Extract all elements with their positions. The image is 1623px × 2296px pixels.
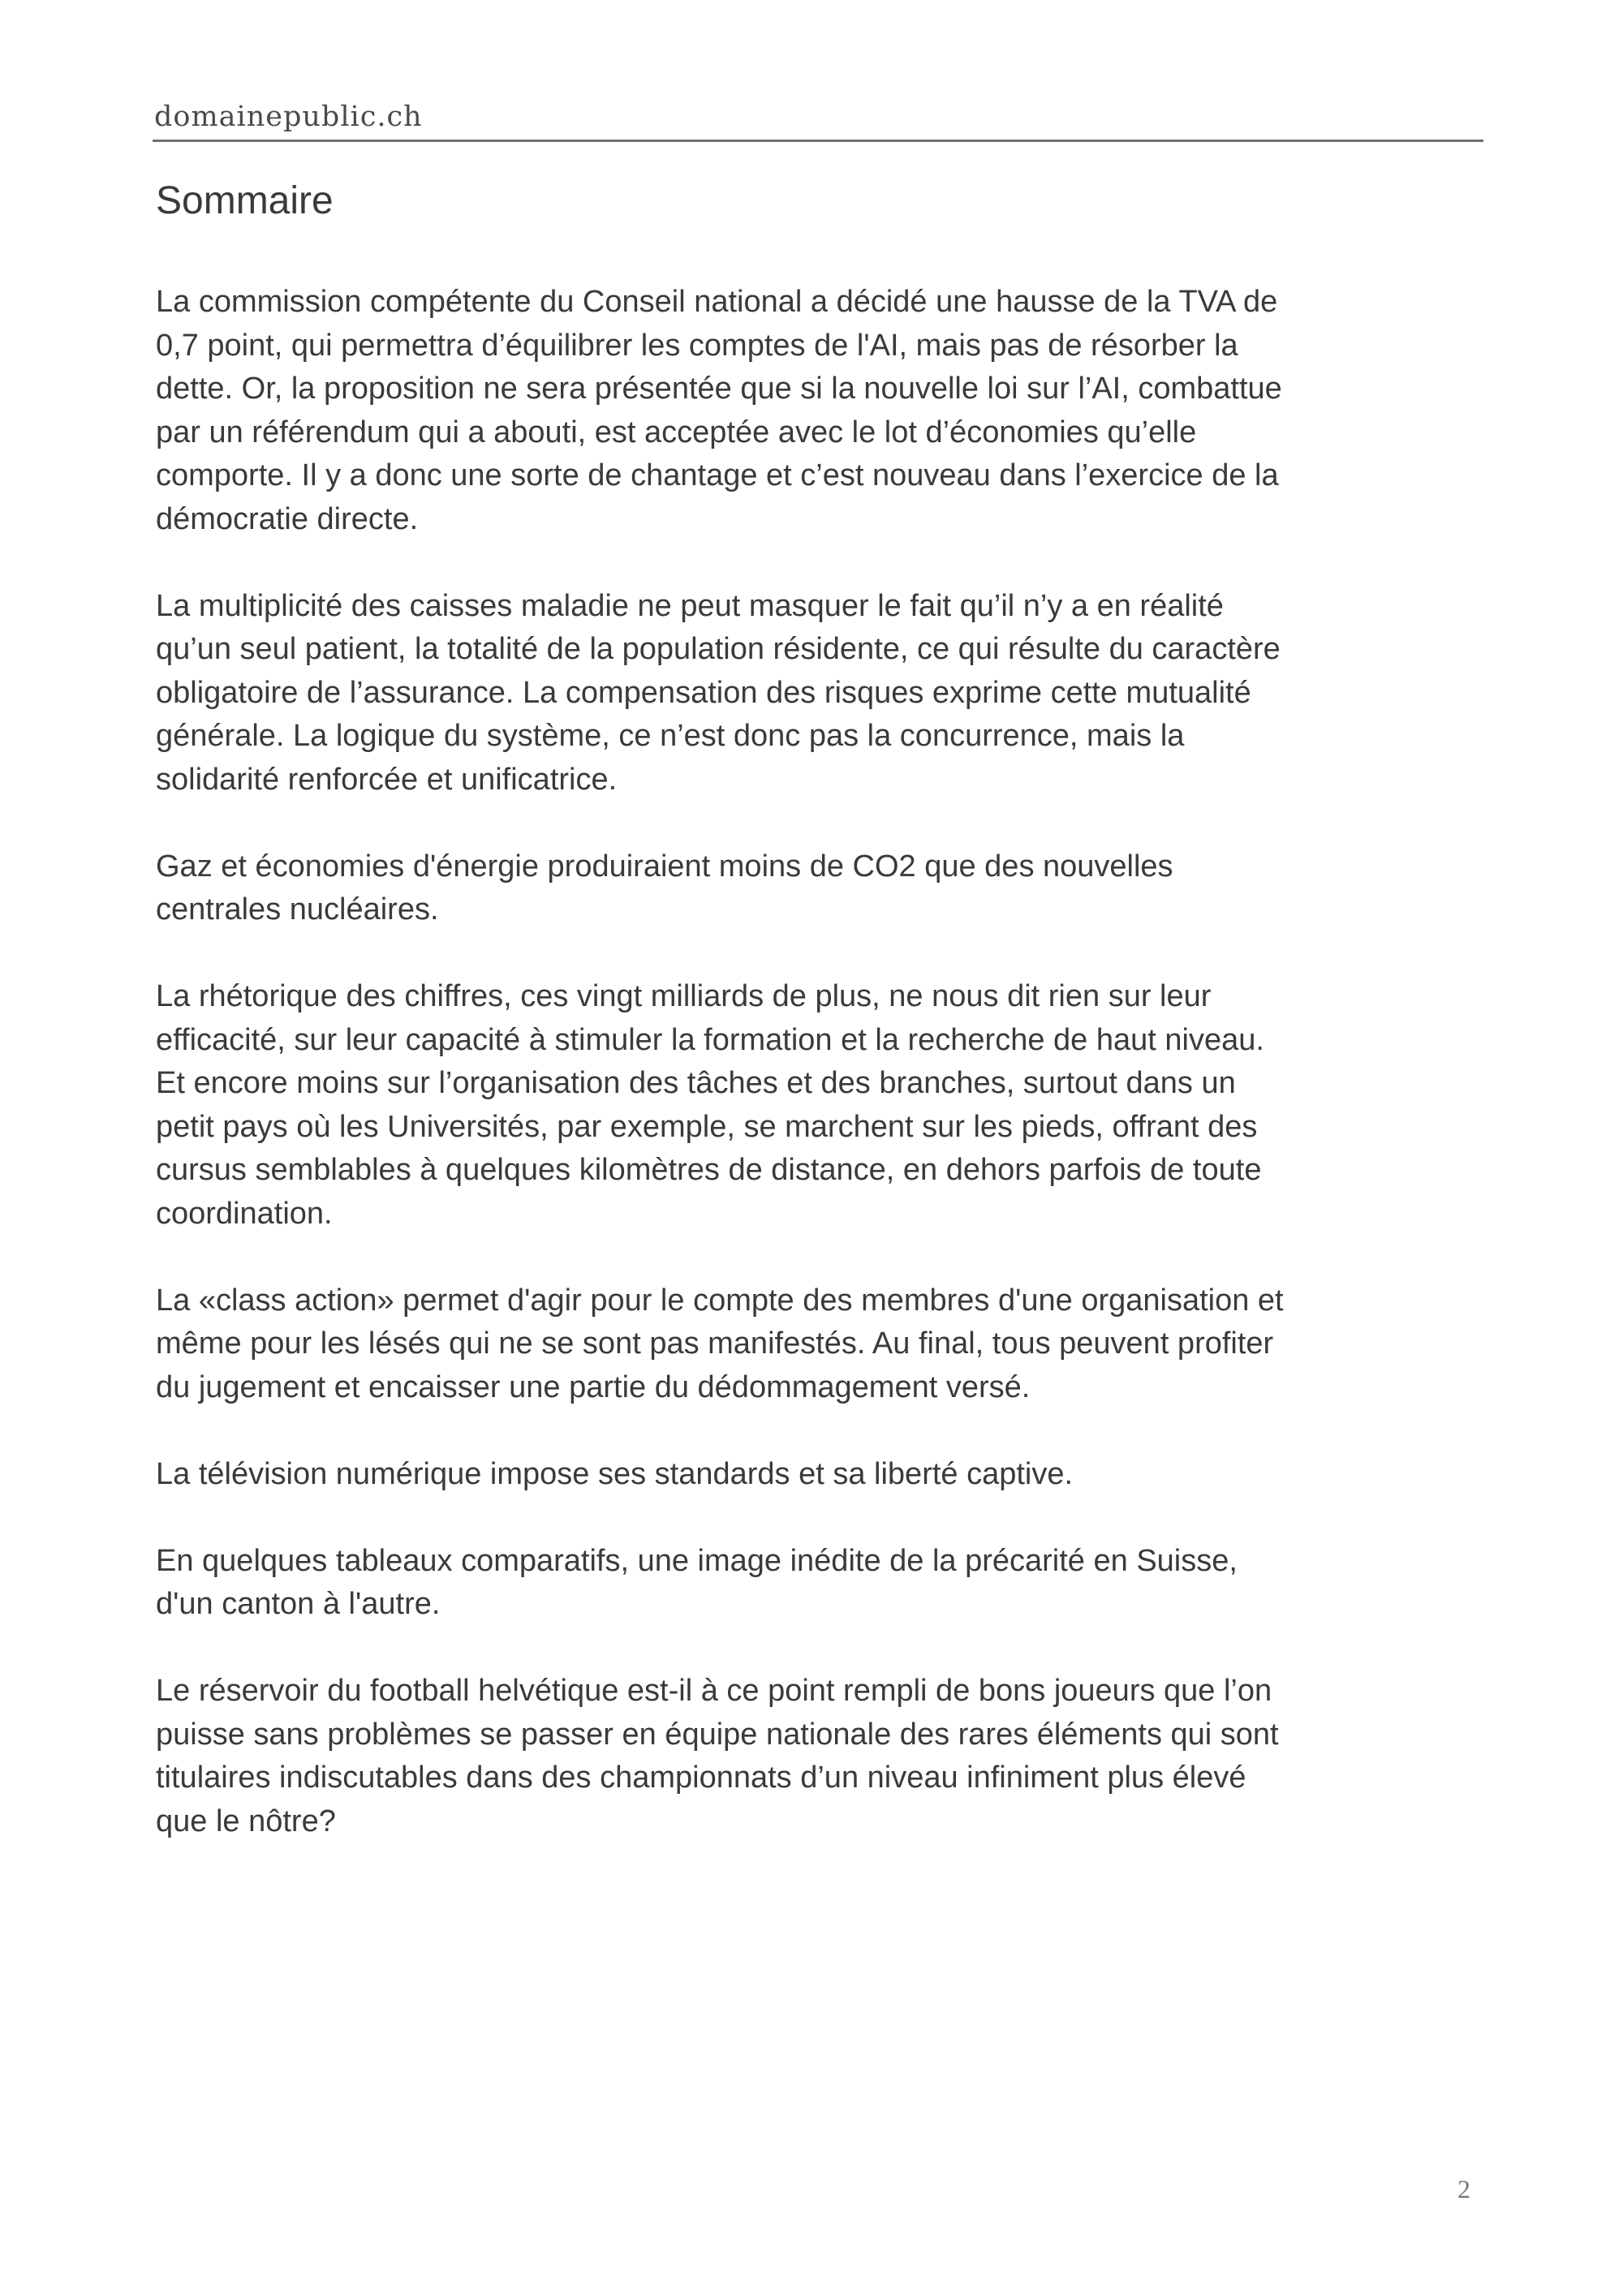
page-header [153, 97, 1483, 142]
paragraph-line: que le nôtre? [156, 1804, 336, 1838]
summary-paragraph-4 [156, 975, 1470, 1236]
paragraph-line: La télévision numérique impose ses standards et sa liberté captive. [156, 1456, 1074, 1491]
paragraph-line: En quelques tableaux comparatifs, une image inédite de la précarité en Suisse, [156, 1543, 1238, 1578]
summary-paragraph-8 [156, 1670, 1470, 1843]
paragraph-line: La multiplicité des caisses maladie ne peut masquer le fait qu’il n’y a en réalité [156, 588, 1224, 623]
page-number: 2 [1457, 2174, 1470, 2204]
paragraph-line: générale. La logique du système, ce n’est donc pas la concurrence, mais la [156, 719, 1185, 753]
page-title: Sommaire [156, 179, 334, 222]
paragraph-line: petit pays où les Universités, par exemple, se marchent sur les pieds, offrant des [156, 1109, 1258, 1144]
paragraph-line: cursus semblables à quelques kilomètres de distance, en dehors parfois de toute [156, 1153, 1262, 1187]
header-site-name: domainepublic.ch [154, 101, 423, 133]
paragraph-line: d'un canton à l'autre. [156, 1587, 441, 1621]
paragraph-line: puisse sans problèmes se passer en équipe nationale des rares éléments qui sont [156, 1717, 1279, 1752]
paragraph-line: Gaz et économies d'énergie produiraient moins de CO2 que des nouvelles [156, 849, 1173, 884]
paragraph-line: Le réservoir du football helvétique est-il à ce point rempli de bons joueurs que l’on [156, 1674, 1272, 1708]
summary-paragraph-7 [156, 1540, 1470, 1627]
summary-paragraph-1 [156, 281, 1470, 541]
paragraph-line: dette. Or, la proposition ne sera présentée que si la nouvelle loi sur l’AI, combattue [156, 372, 1282, 406]
paragraph-line: démocratie directe. [156, 501, 419, 536]
summary-paragraph-5 [156, 1279, 1470, 1410]
summary-paragraph-3 [156, 845, 1470, 932]
summary-content [156, 281, 1470, 1887]
paragraph-line: centrales nucléaires. [156, 892, 439, 927]
paragraph-line: obligatoire de l’assurance. La compensation des risques exprime cette mutualité [156, 675, 1251, 710]
paragraph-line: même pour les lésés qui ne se sont pas manifestés. Au final, tous peuvent profiter [156, 1326, 1274, 1361]
summary-paragraph-6 [156, 1453, 1470, 1497]
paragraph-line: La rhétorique des chiffres, ces vingt milliards de plus, ne nous dit rien sur leur [156, 979, 1212, 1013]
paragraph-line: efficacité, sur leur capacité à stimuler la formation et la recherche de haut niveau. [156, 1022, 1264, 1057]
summary-paragraph-2 [156, 585, 1470, 802]
paragraph-line: Et encore moins sur l’organisation des tâches et des branches, surtout dans un [156, 1066, 1236, 1100]
paragraph-line: qu’un seul patient, la totalité de la population résidente, ce qui résulte du caractère [156, 632, 1281, 666]
paragraph-line: par un référendum qui a abouti, est acceptée avec le lot d’économies qu’elle [156, 415, 1197, 449]
paragraph-line: comporte. Il y a donc une sorte de chantage et c’est nouveau dans l’exercice de la [156, 458, 1279, 492]
paragraph-line: titulaires indiscutables dans des championnats d’un niveau infiniment plus élevé [156, 1761, 1246, 1795]
paragraph-line: La commission compétente du Conseil national a décidé une hausse de la TVA de [156, 285, 1278, 319]
paragraph-line: coordination. [156, 1196, 333, 1231]
paragraph-line: La «class action» permet d'agir pour le compte des membres d'une organisation et [156, 1283, 1284, 1318]
paragraph-line: du jugement et encaisser une partie du dédommagement versé. [156, 1369, 1031, 1404]
paragraph-line: 0,7 point, qui permettra d’équilibrer les comptes de l'AI, mais pas de résorber la [156, 328, 1238, 363]
paragraph-line: solidarité renforcée et unificatrice. [156, 762, 618, 797]
